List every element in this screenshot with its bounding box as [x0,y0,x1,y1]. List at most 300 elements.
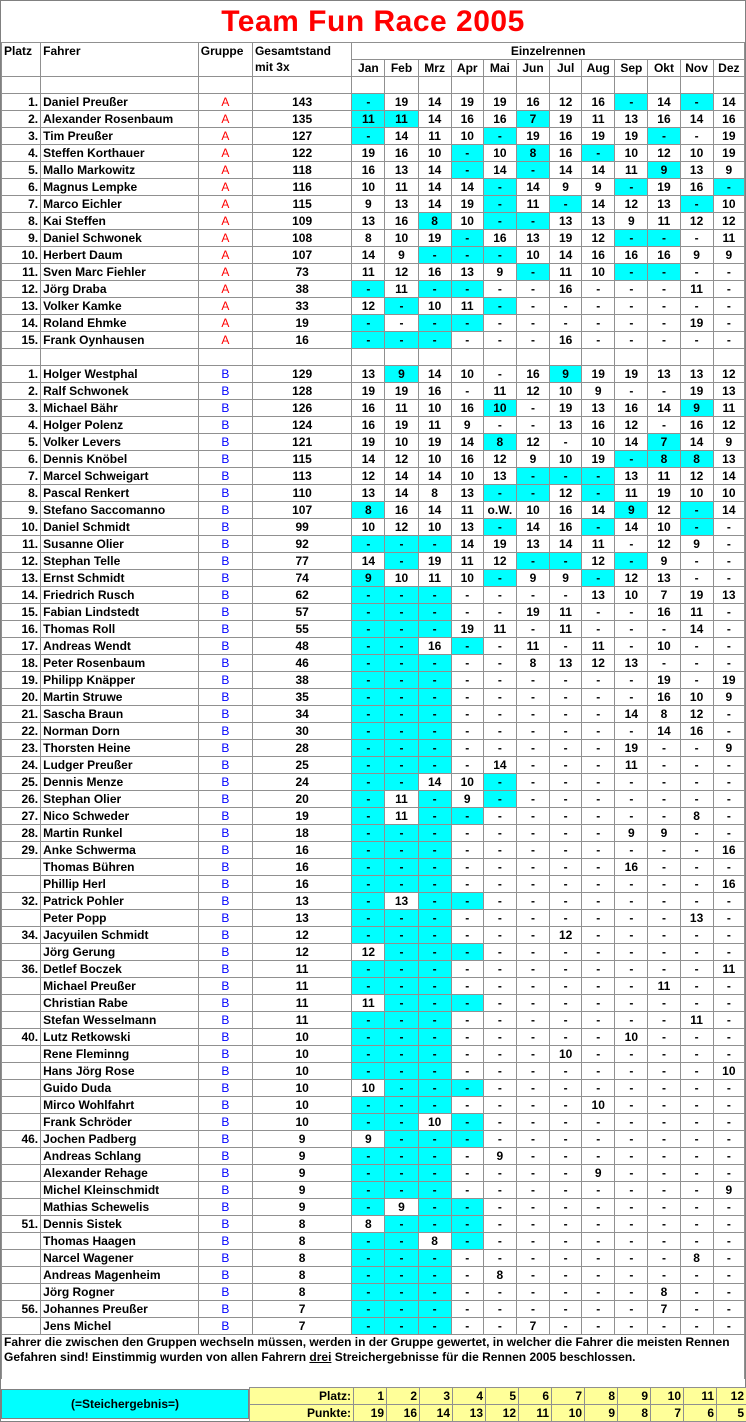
race-result-cell: - [550,1199,582,1216]
race-result-cell: - [648,621,680,638]
table-row [2,1250,745,1267]
race-result-cell: 19 [550,111,582,128]
group-cell: A [198,179,252,196]
driver-name: Nico Schweder [41,808,199,825]
race-result-cell: - [680,1148,713,1165]
race-result-cell: - [550,961,582,978]
table-row [2,196,745,213]
rank-cell: 26. [2,791,41,808]
race-result-cell: - [385,1097,418,1114]
race-result-cell: - [451,859,483,876]
race-result-cell: 14 [550,247,582,264]
race-result-cell: - [615,1182,648,1199]
race-result-cell: 13 [648,366,680,383]
race-result-cell: 11 [648,978,680,995]
header-gesamtstand-line2: mit 3x [254,60,290,74]
total-cell: 11 [252,1012,351,1029]
race-result-cell: - [516,672,549,689]
race-result-cell: - [483,587,516,604]
group-cell: B [198,1233,252,1250]
table-row [2,757,745,774]
race-result-cell: - [615,1097,648,1114]
points-platz-label: Platz: [250,1388,354,1405]
race-result-cell: 14 [352,247,385,264]
race-result-cell: - [582,842,615,859]
race-result-cell: 8 [418,1233,451,1250]
race-result-cell: - [615,332,648,349]
table-row [2,536,745,553]
race-result-cell: - [451,961,483,978]
race-result-cell: 11 [451,298,483,315]
rank-cell: 4. [2,417,41,434]
table-row [2,128,745,145]
table-row [2,723,745,740]
spacer-cell [483,349,516,366]
race-result-cell: 11 [385,400,418,417]
race-result-cell: - [615,1284,648,1301]
race-result-cell: - [451,1318,483,1335]
race-result-cell: - [648,961,680,978]
race-result-cell: 12 [483,553,516,570]
race-result-cell: - [352,791,385,808]
race-result-cell: - [516,757,549,774]
race-result-cell: - [451,1216,483,1233]
race-result-cell: - [483,298,516,315]
table-row [2,587,745,604]
race-result-cell: - [582,893,615,910]
group-cell: B [198,1267,252,1284]
driver-name: Andreas Wendt [41,638,199,655]
total-cell: 24 [252,774,351,791]
spacer-cell [550,349,582,366]
race-result-cell: - [550,468,582,485]
points-punkte-cell: 11 [519,1405,552,1422]
driver-name: Volker Kamke [41,298,199,315]
driver-name: Johannes Preußer [41,1301,199,1318]
race-result-cell: - [680,1199,713,1216]
race-result-cell: - [385,927,418,944]
race-result-cell: 10 [516,247,549,264]
race-result-cell: 16 [648,689,680,706]
race-result-cell: 12 [713,213,744,230]
race-result-cell: 12 [615,417,648,434]
race-result-cell: 11 [713,961,744,978]
race-result-cell: - [615,961,648,978]
group-cell: B [198,978,252,995]
race-result-cell: 9 [385,366,418,383]
race-result-cell: - [680,1114,713,1131]
race-result-cell: 16 [550,332,582,349]
race-result-cell: - [713,1318,744,1335]
race-result-cell: - [680,927,713,944]
race-result-cell: - [451,893,483,910]
race-result-cell: - [713,1216,744,1233]
race-result-cell: - [713,1046,744,1063]
race-result-cell: 14 [582,162,615,179]
race-result-cell: - [550,740,582,757]
race-result-cell: - [385,1165,418,1182]
race-result-cell: - [418,1148,451,1165]
header-row [2,43,745,60]
race-result-cell: - [385,1250,418,1267]
group-cell: B [198,1182,252,1199]
race-result-cell: - [550,1029,582,1046]
race-result-cell: 10 [352,1080,385,1097]
rank-cell: 2. [2,111,41,128]
group-cell: A [198,111,252,128]
race-result-cell: 16 [483,230,516,247]
table-row [2,1199,745,1216]
race-result-cell: - [516,1267,549,1284]
race-result-cell: - [483,638,516,655]
race-result-cell: 10 [385,230,418,247]
rank-cell: 7. [2,468,41,485]
group-cell: B [198,774,252,791]
race-result-cell: - [451,842,483,859]
race-result-cell: - [516,264,549,281]
race-result-cell: - [582,859,615,876]
race-result-cell: 8 [516,145,549,162]
race-result-cell: - [680,961,713,978]
race-result-cell: 19 [615,128,648,145]
race-result-cell: - [680,791,713,808]
points-platz-cell: 5 [486,1388,519,1405]
total-cell: 57 [252,604,351,621]
race-result-cell: - [615,1114,648,1131]
race-result-cell: 19 [680,587,713,604]
points-platz-cell: 2 [387,1388,420,1405]
race-result-cell: - [418,247,451,264]
total-cell: 13 [252,910,351,927]
race-result-cell: - [418,1046,451,1063]
race-result-cell: 12 [648,145,680,162]
race-result-cell: - [385,332,418,349]
race-result-cell: - [483,740,516,757]
driver-name: Marco Eichler [41,196,199,213]
race-result-cell: - [451,281,483,298]
group-cell: B [198,451,252,468]
race-result-cell: 11 [582,638,615,655]
rank-cell: 14. [2,315,41,332]
race-result-cell: 10 [385,434,418,451]
race-result-cell: 11 [680,281,713,298]
total-cell: 135 [252,111,351,128]
race-result-cell: - [582,468,615,485]
race-result-cell: 9 [680,400,713,417]
group-cell: B [198,1029,252,1046]
race-result-cell: - [713,1131,744,1148]
race-result-cell: - [550,672,582,689]
spacer-cell [198,77,252,94]
race-result-cell: - [385,587,418,604]
driver-name: Holger Polenz [41,417,199,434]
group-cell: B [198,638,252,655]
race-result-cell: - [680,757,713,774]
race-result-cell: - [516,1097,549,1114]
footnote [1,1335,745,1379]
race-result-cell: - [582,740,615,757]
race-result-cell: - [680,298,713,315]
race-result-cell: - [680,332,713,349]
race-result-cell: - [648,1318,680,1335]
group-cell: A [198,264,252,281]
points-platz-cell: 4 [453,1388,486,1405]
race-result-cell: - [713,1114,744,1131]
race-result-cell: - [483,893,516,910]
rank-cell: 11. [2,264,41,281]
race-result-cell: 14 [483,162,516,179]
race-result-cell: - [615,910,648,927]
points-platz-cell: 8 [585,1388,618,1405]
race-result-cell: - [615,604,648,621]
race-result-cell: - [385,1233,418,1250]
race-result-cell: 9 [713,1182,744,1199]
total-cell: 10 [252,1063,351,1080]
race-result-cell: 11 [352,111,385,128]
race-result-cell: - [648,315,680,332]
race-result-cell: 8 [648,706,680,723]
points-platz-cell: 6 [519,1388,552,1405]
race-result-cell: 19 [352,383,385,400]
race-result-cell: - [385,876,418,893]
race-result-cell: 9 [516,570,549,587]
race-result-cell: 11 [550,264,582,281]
race-result-cell: - [385,961,418,978]
race-result-cell: - [418,1318,451,1335]
race-result-cell: 11 [648,213,680,230]
total-cell: 115 [252,196,351,213]
race-result-cell: 11 [483,621,516,638]
race-result-cell: - [582,689,615,706]
race-result-cell: - [713,298,744,315]
race-result-cell: - [550,910,582,927]
table-row [2,876,745,893]
total-cell: 116 [252,179,351,196]
race-result-cell: - [418,1216,451,1233]
race-result-cell: - [451,247,483,264]
race-result-cell: 12 [483,451,516,468]
rank-cell: 20. [2,689,41,706]
rank-cell [2,1148,41,1165]
race-result-cell: - [352,1165,385,1182]
race-result-cell: 12 [713,417,744,434]
table-row [2,1097,745,1114]
race-result-cell: - [516,587,549,604]
driver-name: Michael Bähr [41,400,199,417]
table-row [2,1012,745,1029]
table-row [2,978,745,995]
race-result-cell: 19 [352,145,385,162]
race-result-cell: - [550,587,582,604]
race-result-cell: 10 [713,1063,744,1080]
race-result-cell: - [615,451,648,468]
race-result-cell: 14 [516,519,549,536]
rank-cell [2,1012,41,1029]
race-result-cell: 13 [550,417,582,434]
race-result-cell: - [680,995,713,1012]
spacer-cell [615,349,648,366]
spacer-cell [352,77,385,94]
total-cell: 38 [252,672,351,689]
race-result-cell: 9 [615,502,648,519]
points-punkte-label: Punkte: [250,1405,354,1422]
race-result-cell: 13 [451,264,483,281]
race-result-cell: 13 [516,536,549,553]
race-result-cell: - [516,485,549,502]
month-header-mrz: Mrz [418,60,451,77]
race-result-cell: - [451,723,483,740]
race-result-cell: - [418,893,451,910]
points-punkte-cell: 12 [486,1405,519,1422]
driver-name: Thomas Roll [41,621,199,638]
race-result-cell: - [680,519,713,536]
race-result-cell: - [418,1063,451,1080]
driver-name: Martin Struwe [41,689,199,706]
race-result-cell: 11 [385,791,418,808]
total-cell: 7 [252,1301,351,1318]
race-result-cell: - [516,298,549,315]
race-result-cell: 7 [648,1301,680,1318]
race-result-cell: - [483,1114,516,1131]
race-result-cell: - [516,876,549,893]
race-result-cell: 13 [680,910,713,927]
group-cell: B [198,791,252,808]
rank-cell: 12. [2,553,41,570]
race-result-cell: - [713,1012,744,1029]
race-result-cell: 16 [352,162,385,179]
race-result-cell: 13 [516,230,549,247]
table-row [2,893,745,910]
driver-name: Michel Kleinschmidt [41,1182,199,1199]
table-row [2,1318,745,1335]
race-result-cell: 19 [582,128,615,145]
driver-name: Jochen Padberg [41,1131,199,1148]
table-row [2,1131,745,1148]
race-result-cell: 9 [451,791,483,808]
race-result-cell: 13 [713,451,744,468]
group-cell: B [198,1114,252,1131]
driver-name: Michael Preußer [41,978,199,995]
table-row [2,1080,745,1097]
rank-cell: 2. [2,383,41,400]
total-cell: 122 [252,145,351,162]
race-result-cell: - [550,1012,582,1029]
spacer-cell [451,349,483,366]
race-result-cell: 10 [451,468,483,485]
race-result-cell: 16 [352,417,385,434]
race-result-cell: 12 [615,570,648,587]
race-result-cell: - [582,621,615,638]
race-result-cell: - [516,621,549,638]
race-result-cell: - [648,417,680,434]
race-result-cell: 16 [648,247,680,264]
driver-name: Sascha Braun [41,706,199,723]
race-result-cell: - [648,1063,680,1080]
race-result-cell: 11 [385,179,418,196]
race-result-cell: 16 [680,417,713,434]
group-cell: A [198,332,252,349]
race-result-cell: - [615,1131,648,1148]
driver-name: Thorsten Heine [41,740,199,757]
race-result-cell: - [615,1148,648,1165]
race-result-cell: - [550,825,582,842]
driver-name: Hans Jörg Rose [41,1063,199,1080]
race-result-cell: - [483,927,516,944]
race-result-cell: - [516,468,549,485]
group-cell: B [198,910,252,927]
group-cell: A [198,196,252,213]
rank-cell: 36. [2,961,41,978]
race-result-cell: - [516,859,549,876]
driver-name: Thomas Haagen [41,1233,199,1250]
total-cell: 48 [252,638,351,655]
race-result-cell: - [648,1046,680,1063]
race-result-cell: - [680,1182,713,1199]
race-result-cell: - [418,281,451,298]
race-result-cell: - [550,1267,582,1284]
race-result-cell: - [648,655,680,672]
race-result-cell: - [385,1182,418,1199]
race-result-cell: - [582,791,615,808]
race-result-cell: - [680,196,713,213]
race-result-cell: - [680,859,713,876]
race-result-cell: - [582,604,615,621]
month-header-nov: Nov [680,60,713,77]
race-result-cell: - [385,298,418,315]
driver-name: Norman Dorn [41,723,199,740]
race-result-cell: - [516,1165,549,1182]
total-cell: 118 [252,162,351,179]
driver-name: Friedrich Rusch [41,587,199,604]
race-result-cell: - [483,706,516,723]
race-result-cell: - [483,655,516,672]
race-result-cell: 11 [418,128,451,145]
race-result-cell: - [713,1029,744,1046]
race-result-cell: - [516,825,549,842]
race-result-cell: - [418,315,451,332]
race-result-cell: 8 [352,502,385,519]
driver-name: Anke Schwerma [41,842,199,859]
driver-name: Andreas Schlang [41,1148,199,1165]
race-result-cell: 14 [550,162,582,179]
race-result-cell: 14 [418,502,451,519]
driver-name: Daniel Schmidt [41,519,199,536]
group-cell: B [198,468,252,485]
race-result-cell: - [516,1046,549,1063]
race-result-cell: 9 [648,553,680,570]
total-cell: 9 [252,1165,351,1182]
driver-name: Alexander Rehage [41,1165,199,1182]
race-result-cell: - [516,706,549,723]
rank-cell [2,1114,41,1131]
race-result-cell: - [418,1267,451,1284]
race-result-cell: - [680,1165,713,1182]
race-result-cell: - [451,162,483,179]
rank-cell: 9. [2,230,41,247]
race-result-cell: - [483,332,516,349]
race-result-cell: 12 [550,485,582,502]
race-result-cell: - [483,944,516,961]
race-result-cell: - [385,689,418,706]
total-cell: 74 [252,570,351,587]
race-result-cell: 10 [648,519,680,536]
rank-cell [2,1199,41,1216]
race-result-cell: 13 [615,111,648,128]
race-result-cell: - [582,1114,615,1131]
race-result-cell: - [680,1131,713,1148]
table-row [2,383,745,400]
rank-cell: 40. [2,1029,41,1046]
